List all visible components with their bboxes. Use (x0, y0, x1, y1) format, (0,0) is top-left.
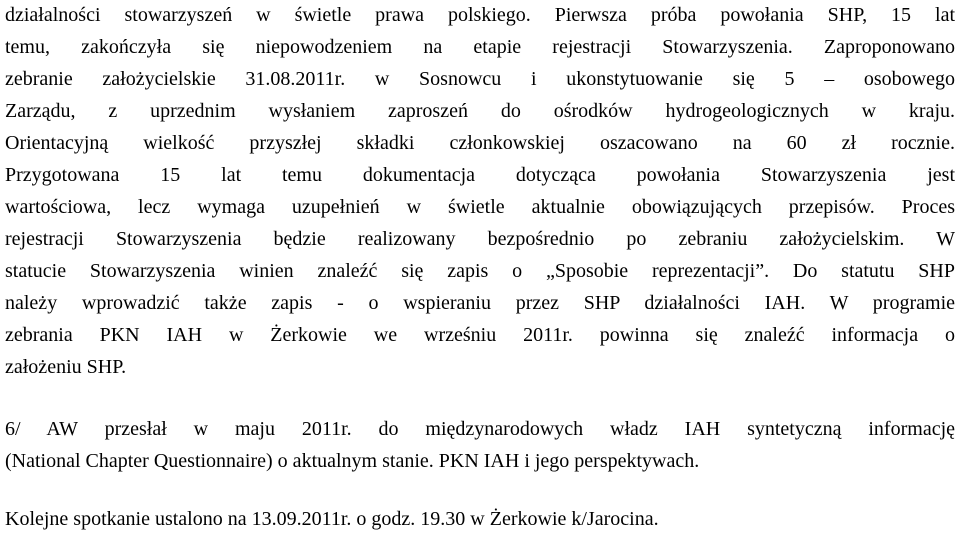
text-line: wartościowa, lecz wymaga uzupełnień w świetle aktualnie obowiązujących przepisów. Proces (5, 196, 955, 218)
text-line: Zarządu, z uprzednim wysłaniem zaproszeń do ośrodków hydrogeologicznych w kraju. (5, 100, 955, 122)
text-line: temu, zakończyła się niepowodzeniem na etapie rejestracji Stowarzyszenia. Zaproponowano (5, 36, 955, 58)
text-line: należy wprowadzić także zapis - o wspieraniu przez SHP działalności IAH. W programie (5, 292, 955, 314)
text-line: Przygotowana 15 lat temu dokumentacja dotycząca powołania Stowarzyszenia jest (5, 164, 955, 186)
text-line: zebranie założycielskie 31.08.2011r. w Sosnowcu i ukonstytuowanie się 5 – osobowego (5, 68, 955, 90)
text-line-last: założeniu SHP. (5, 356, 127, 378)
text-line: zebrania PKN IAH w Żerkowie we wrześniu 2011r. powinna się znaleźć informacja o (5, 324, 955, 346)
text-line: działalności stowarzyszeń w świetle prawa polskiego. Pierwsza próba powołania SHP, 15 lat (5, 4, 955, 26)
text-line: 6/ AW przesłał w maju 2011r. do międzynarodowych władz IAH syntetyczną informację (5, 418, 955, 440)
text-line-last: (National Chapter Questionnaire) o aktualnym stanie. PKN IAH i jego perspektywach. (5, 450, 700, 472)
text-line: Orientacyjną wielkość przyszłej składki członkowskiej oszacowano na 60 zł rocznie. (5, 132, 955, 154)
text-line: rejestracji Stowarzyszenia będzie realizowany bezpośrednio po zebraniu założycielskim. W (5, 228, 955, 250)
text-line-last: Kolejne spotkanie ustalono na 13.09.2011r. o godz. 19.30 w Żerkowie k/Jarocina. (5, 508, 659, 530)
text-line: statucie Stowarzyszenia winien znaleźć się zapis o „Sposobie reprezentacji”. Do statutu SHP (5, 260, 955, 282)
